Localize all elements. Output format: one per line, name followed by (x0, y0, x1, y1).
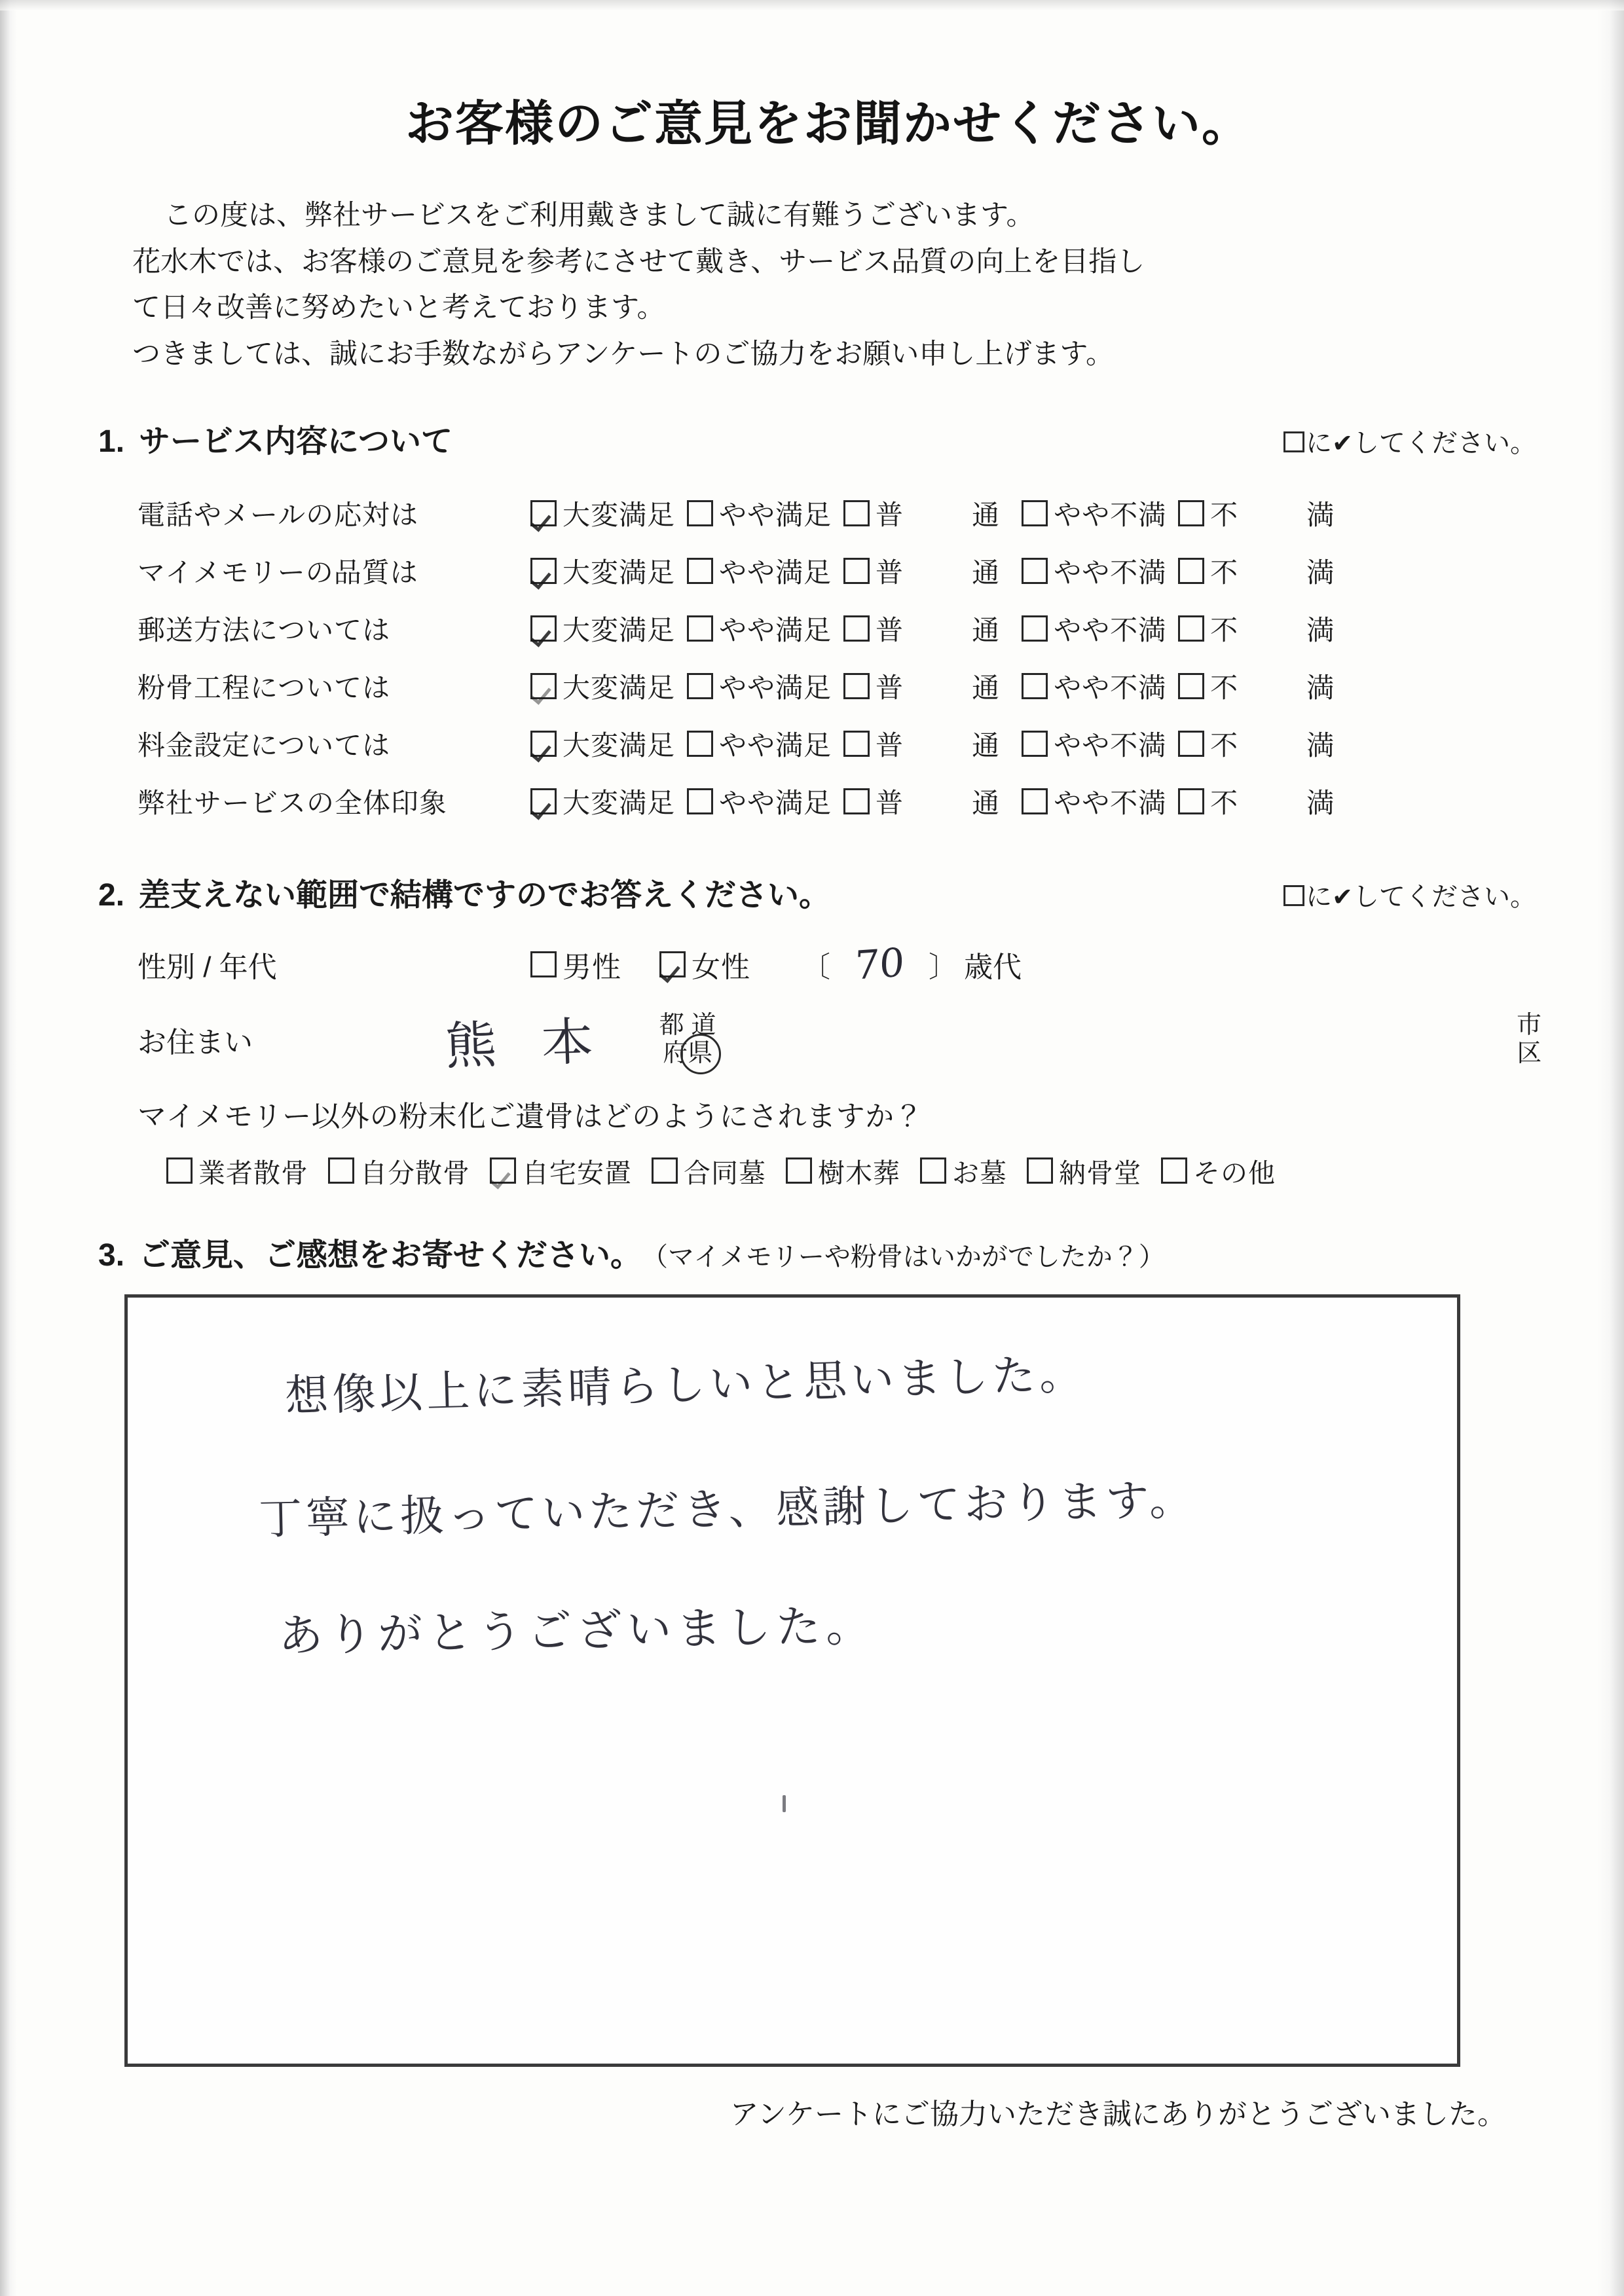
intro-paragraph (98, 194, 1559, 376)
scale-word-dissatisfied: 満 (1306, 556, 1335, 588)
rating-option-somewhat-dissatisfied[interactable] (1022, 724, 1166, 763)
option-label: その他 (1193, 1157, 1276, 1188)
comment-textarea[interactable] (124, 1294, 1460, 2067)
scale-word-normal: 通 (972, 556, 1000, 588)
rating-option-somewhat-dissatisfied[interactable] (1022, 551, 1166, 591)
rating-option-dissatisfied[interactable] (1178, 551, 1238, 591)
rating-option-dissatisfied[interactable] (1178, 782, 1238, 821)
rating-option-dissatisfied[interactable] (1178, 609, 1238, 648)
remains-choice-group (138, 1152, 1559, 1190)
rating-option-somewhat-satisfied[interactable] (687, 782, 832, 821)
table-row (138, 657, 1559, 715)
hint-prefix-1: に (1306, 428, 1333, 458)
section-1-hint (1283, 422, 1559, 460)
option-label: 不 (1210, 672, 1239, 703)
rating-option-very-satisfied[interactable] (530, 551, 675, 591)
option-label: やや満足 (719, 729, 832, 761)
checkbox-icon[interactable] (1178, 558, 1204, 584)
option-label: 男性 (563, 951, 621, 983)
handwritten-line-2: 丁寧に扱っていただき、感謝しております。 (258, 1474, 1197, 1544)
checkbox-icon[interactable] (530, 788, 557, 814)
checkbox-icon[interactable] (843, 673, 870, 699)
intro-line-4: つきましては、誠にお手数ながらアンケートのご協力をお願い申し上げます。 (132, 338, 1114, 370)
checkbox-icon[interactable] (328, 1157, 354, 1184)
rating-option-dissatisfied[interactable] (1178, 724, 1238, 763)
gender-age-label: 性別 / 年代 (138, 951, 277, 983)
remains-question-label: マイメモリー以外の粉末化ご遺骨はどのようにされますか？ (138, 1100, 924, 1133)
checkbox-icon[interactable] (1022, 788, 1048, 814)
rating-option-very-satisfied[interactable] (530, 609, 675, 648)
hint-suffix-2: してください。 (1353, 882, 1536, 911)
option-label: 自宅安置 (522, 1157, 632, 1188)
rating-option-somewhat-dissatisfied[interactable] (1022, 782, 1166, 821)
rating-option-normal[interactable] (843, 551, 904, 591)
scale-word-dissatisfied: 満 (1306, 729, 1335, 761)
checkbox-icon[interactable] (1178, 615, 1204, 642)
choice-other[interactable] (1161, 1152, 1276, 1190)
checkbox-icon[interactable] (1178, 673, 1204, 699)
check-mark-icon: ✔ (1332, 429, 1353, 458)
checkbox-icon[interactable] (530, 558, 557, 584)
rating-option-somewhat-satisfied[interactable] (687, 551, 832, 591)
option-label: 不 (1210, 499, 1239, 530)
todo-label: 都 道 (659, 1011, 716, 1040)
section-1-header (98, 416, 1559, 461)
option-label: お墓 (952, 1157, 1007, 1188)
checkbox-icon[interactable] (530, 951, 557, 977)
document-content (98, 0, 1559, 2132)
age-unit: 歳代 (964, 951, 1022, 983)
checkbox-icon[interactable] (687, 731, 713, 757)
shi-label: 市 (1516, 1011, 1541, 1040)
checkbox-icon[interactable] (1161, 1157, 1187, 1184)
gender-option-female[interactable] (659, 943, 750, 985)
section-2-number: 2. (98, 877, 125, 913)
option-label: やや不満 (1054, 614, 1167, 646)
checkbox-icon[interactable] (530, 615, 557, 642)
rating-option-normal[interactable] (843, 782, 904, 821)
option-label: 不 (1210, 787, 1239, 818)
gender-option-male[interactable] (530, 943, 621, 985)
rating-row-label: マイメモリーの品質は (138, 556, 418, 588)
option-label: 普 (876, 672, 904, 703)
choice-self-scattering[interactable] (328, 1152, 470, 1190)
checkbox-icon[interactable] (786, 1157, 812, 1184)
checkbox-icon[interactable] (920, 1157, 946, 1184)
checkbox-icon[interactable] (490, 1157, 516, 1184)
checkbox-icon[interactable] (1022, 615, 1048, 642)
age-field[interactable] (802, 941, 1022, 987)
age-bracket-open: 〔 (802, 951, 830, 983)
scale-word-normal: 通 (972, 499, 1000, 530)
section-2-header (98, 869, 1559, 915)
ku-label: 区 (1516, 1039, 1541, 1067)
address-row (138, 997, 1559, 1082)
table-row (138, 484, 1559, 542)
ken-label-circled: 県 (688, 1039, 713, 1067)
option-label: 大変満足 (563, 729, 676, 761)
table-row (138, 773, 1559, 830)
section-2-title: 差支えない範囲で結構ですのでお答えください。 (139, 877, 831, 913)
rating-option-somewhat-satisfied[interactable] (687, 609, 832, 648)
rating-row-label: 郵送方法については (138, 614, 391, 646)
choice-joint-grave[interactable] (652, 1152, 766, 1190)
rating-option-somewhat-satisfied[interactable] (687, 724, 832, 763)
option-label: 合同墓 (684, 1157, 766, 1188)
respondent-fields (98, 932, 1559, 1190)
checkbox-icon[interactable] (843, 731, 870, 757)
choice-tree-burial[interactable] (786, 1152, 900, 1190)
choice-ossuary[interactable] (1027, 1152, 1141, 1190)
rating-option-very-satisfied[interactable] (530, 666, 675, 706)
checkbox-icon[interactable] (530, 500, 557, 526)
option-label: 不 (1210, 556, 1239, 588)
rating-row-label: 弊社サービスの全体印象 (138, 787, 448, 818)
intro-line-1: この度は、弊社サービスをご利用戴きまして誠に有難うございます。 (164, 200, 1035, 231)
checkbox-icon[interactable] (687, 615, 713, 642)
scan-edge-right (1598, 0, 1624, 2296)
section-3-subtitle: （マイメモリーや粉骨はいかがでしたか？） (642, 1242, 1165, 1271)
checkbox-icon[interactable] (1022, 500, 1048, 526)
choice-home-enshrine[interactable] (490, 1152, 632, 1190)
checkbox-icon[interactable] (652, 1157, 678, 1184)
option-label: 普 (876, 729, 904, 761)
address-value: 熊 本 (444, 1011, 608, 1076)
option-label: やや満足 (719, 614, 832, 646)
table-row (138, 542, 1559, 600)
option-label: やや満足 (719, 787, 832, 818)
checkbox-icon[interactable] (1022, 673, 1048, 699)
scale-word-dissatisfied: 満 (1306, 787, 1335, 818)
scan-edge-left (0, 0, 17, 2296)
checkbox-icon (1283, 885, 1304, 906)
rating-option-very-satisfied[interactable] (530, 724, 675, 763)
checkbox-icon[interactable] (843, 500, 870, 526)
option-label: やや不満 (1054, 787, 1167, 818)
scale-word-normal: 通 (972, 787, 1000, 818)
gender-age-row (138, 932, 1559, 997)
scale-word-normal: 通 (972, 614, 1000, 646)
option-label: 大変満足 (563, 787, 676, 818)
rating-option-normal[interactable] (843, 724, 904, 763)
rating-option-very-satisfied[interactable] (530, 494, 675, 533)
option-label: やや不満 (1054, 729, 1167, 761)
option-label: 大変満足 (563, 499, 676, 530)
checkbox-icon[interactable] (1022, 558, 1048, 584)
checkbox-icon[interactable] (843, 788, 870, 814)
age-value: 70 (853, 939, 906, 989)
choice-contractor-scattering[interactable] (166, 1152, 308, 1190)
rating-option-normal[interactable] (843, 494, 904, 533)
checkbox-icon[interactable] (1178, 500, 1204, 526)
handwritten-line-1: 想像以上に素晴らしいと思いました。 (284, 1348, 1088, 1421)
option-label: やや不満 (1054, 672, 1167, 703)
age-bracket-close: 〕 (929, 951, 957, 983)
option-label: 普 (876, 499, 904, 530)
checkbox-icon[interactable] (530, 731, 557, 757)
intro-line-2: 花水木では、お客様のご意見を参考にさせて戴き、サービス品質の向上を目指し (132, 246, 1145, 278)
option-label: 樹木葬 (818, 1157, 900, 1188)
checkbox-icon[interactable] (687, 788, 713, 814)
table-row (138, 600, 1559, 657)
checkbox-icon[interactable] (1178, 731, 1204, 757)
rating-option-very-satisfied[interactable] (530, 782, 675, 821)
checkbox-icon[interactable] (843, 558, 870, 584)
option-label: 自分散骨 (360, 1157, 470, 1188)
option-label: やや満足 (719, 556, 832, 588)
checkbox-icon[interactable] (843, 615, 870, 642)
scale-word-dissatisfied: 満 (1306, 614, 1335, 646)
checkbox-icon (1283, 431, 1304, 452)
option-label: 不 (1210, 729, 1239, 761)
rating-option-somewhat-satisfied[interactable] (687, 494, 832, 533)
fu-label: 府 (663, 1039, 688, 1067)
option-label: 大変満足 (563, 614, 676, 646)
scale-word-dissatisfied: 満 (1306, 499, 1335, 530)
option-label: 女性 (692, 951, 750, 983)
page-title: お客様のご意見をお聞かせください。 (405, 96, 1251, 151)
handwritten-line-3: ありがとうございました。 (278, 1599, 876, 1662)
option-label: 不 (1210, 614, 1239, 646)
checkbox-icon[interactable] (166, 1157, 193, 1184)
option-label: 普 (876, 787, 904, 818)
choice-grave[interactable] (920, 1152, 1007, 1190)
option-label: やや不満 (1054, 556, 1167, 588)
table-row (138, 715, 1559, 773)
rating-row-label: 粉骨工程については (138, 672, 391, 703)
rating-option-somewhat-dissatisfied[interactable] (1022, 609, 1166, 648)
rating-option-somewhat-dissatisfied[interactable] (1022, 666, 1166, 706)
address-label: お住まい (138, 1026, 253, 1059)
rating-option-dissatisfied[interactable] (1178, 494, 1238, 533)
scale-word-normal: 通 (972, 729, 1000, 761)
rating-option-somewhat-satisfied[interactable] (687, 666, 832, 706)
section-2-hint (1283, 876, 1559, 913)
city-ward-marker (1517, 1011, 1559, 1067)
rating-table (98, 484, 1559, 830)
option-label: やや不満 (1054, 499, 1167, 530)
checkbox-icon[interactable] (1022, 731, 1048, 757)
check-mark-icon: ✔ (1332, 883, 1353, 911)
checkbox-icon[interactable] (687, 673, 713, 699)
hint-suffix-1: してください。 (1353, 428, 1536, 458)
option-label: 普 (876, 556, 904, 588)
checkbox-icon[interactable] (687, 500, 713, 526)
option-label: 大変満足 (563, 672, 676, 703)
option-label: 大変満足 (563, 556, 676, 588)
rating-option-normal[interactable] (843, 609, 904, 648)
option-label: 業者散骨 (198, 1157, 308, 1188)
option-label: 納骨堂 (1059, 1157, 1141, 1188)
scale-word-dissatisfied: 満 (1306, 672, 1335, 703)
rating-option-dissatisfied[interactable] (1178, 666, 1238, 706)
option-label: 普 (876, 614, 904, 646)
option-label: やや満足 (719, 672, 832, 703)
prefecture-marker[interactable] (659, 1011, 716, 1067)
intro-line-3: て日々改善に努めたいと考えております。 (132, 292, 665, 324)
footer-thanks: アンケートにご協力いただき誠にありがとうございました。 (729, 2098, 1506, 2130)
rating-option-somewhat-dissatisfied[interactable] (1022, 494, 1166, 533)
section-1-number: 1. (98, 424, 125, 459)
checkbox-icon[interactable] (687, 558, 713, 584)
checkbox-icon[interactable] (1027, 1157, 1053, 1184)
checkbox-icon[interactable] (1178, 788, 1204, 814)
scale-word-normal: 通 (972, 672, 1000, 703)
rating-row-label: 料金設定については (138, 729, 391, 761)
checkbox-icon[interactable] (530, 673, 557, 699)
checkbox-icon[interactable] (659, 951, 686, 977)
option-label: やや満足 (719, 499, 832, 530)
section-3-title: ご意見、ご感想をお寄せください。 (139, 1237, 642, 1273)
section-1-title: サービス内容について (139, 424, 453, 459)
section-3-number: 3. (98, 1237, 125, 1273)
rating-row-label: 電話やメールの応対は (138, 499, 419, 530)
ink-mark (783, 1795, 786, 1812)
section-3-header (98, 1230, 1559, 1275)
rating-option-normal[interactable] (843, 666, 904, 706)
hint-prefix-2: に (1306, 882, 1333, 911)
